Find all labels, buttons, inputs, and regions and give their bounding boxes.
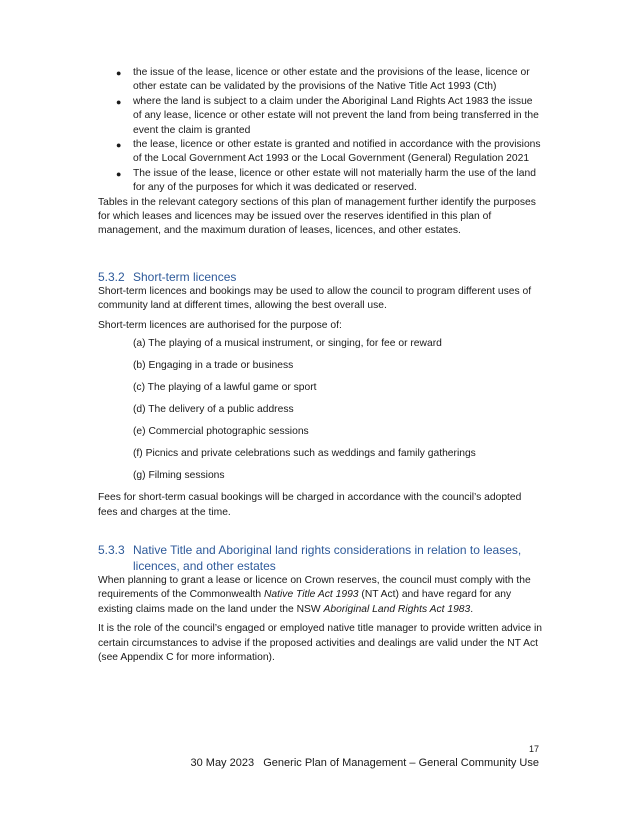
native-title-para-2: It is the role of the council’s engaged or employed native title manager to provide written advice in certain circumstances to advise if the proposed activities and dealings are valid under the NT Act (see Appendix C for more information). <box>98 623 542 663</box>
bullet-icon: ● <box>116 168 122 179</box>
purpose-item: (f) Picnics and private celebrations such as weddings and family gatherings <box>133 448 476 460</box>
fees-paragraph: Fees for short-term casual bookings will be charged in accordance with the council’s adopted fees and charges at the time. <box>98 492 522 518</box>
section-title: Native Title and Aboriginal land rights considerations in relation to leases, licences, and other estates <box>133 542 522 573</box>
short-term-para-2: Short-term licences are authorised for the purpose of: <box>98 319 342 331</box>
bullet-item: ● the issue of the lease, licence or other estate and the provisions of the lease, licence or other estate can be validated by the provisions of the Native Title Act 1993 (Cth) <box>116 67 530 93</box>
purpose-item: (c) The playing of a lawful game or sport <box>133 382 317 394</box>
native-title-para-1: When planning to grant a lease or licence on Crown reserves, the council must comply with the requirements of the Commonwealth Native Title Act 1993 (NT Act) and have regard for any existing claims made on the land under the NSW Aboriginal Land Rights Act 1983. <box>98 574 531 615</box>
conditions-bullet-list <box>98 66 543 196</box>
footer-text: 30 May 2023 Generic Plan of Management – General Community Use <box>190 757 539 769</box>
bullet-icon: ● <box>116 96 122 107</box>
bullet-icon: ● <box>116 68 122 78</box>
page-number: 17 <box>528 744 539 754</box>
purpose-list <box>98 337 543 483</box>
bullet-item: ● where the land is subject to a claim under the Aboriginal Land Rights Act 1983 the issue of any lease, licence or other estate will not prevent the land from being transferred in the event the claim is granted <box>116 95 539 136</box>
act-name-italic: Aboriginal Land Rights Act 1983 <box>323 603 471 615</box>
bullet-item: ● the lease, licence or other estate is granted and notified in accordance with the provisions of the Local Government Act 1993 or the Local Government (General) Regulation 2021 <box>116 139 541 165</box>
bullet-icon: ● <box>116 140 122 151</box>
act-name-italic: Native Title Act 1993 <box>263 589 359 601</box>
purpose-item: (g) Filming sessions <box>133 470 225 482</box>
purpose-item: (b) Engaging in a trade or business <box>133 360 294 372</box>
section-5-3-2-heading <box>98 269 543 285</box>
document-page <box>98 66 543 665</box>
purpose-item: (e) Commercial photographic sessions <box>133 426 309 438</box>
section-number: 5.3.2 <box>98 269 125 284</box>
section-title: Short-term licences <box>133 269 237 284</box>
intro-paragraph: Tables in the relevant category sections of this plan of management further identify the purposes for which leases and licences may be issued over the reserves identified in this plan of management, and the maximum duration of leases, licences, and other estates. <box>98 196 536 237</box>
section-number: 5.3.3 <box>98 542 125 557</box>
section-5-3-3-heading <box>98 542 543 574</box>
purpose-item: (d) The delivery of a public address <box>133 404 294 416</box>
purpose-item: (a) The playing of a musical instrument, or singing, for fee or reward <box>133 338 442 350</box>
bullet-item: ● The issue of the lease, licence or other estate will not materially harm the use of the land for any of the purposes for which it was dedicated or reserved. <box>116 167 536 194</box>
short-term-para-1: Short-term licences and bookings may be used to allow the council to program different uses of community land at different times, allowing the best overall use. <box>98 285 532 312</box>
